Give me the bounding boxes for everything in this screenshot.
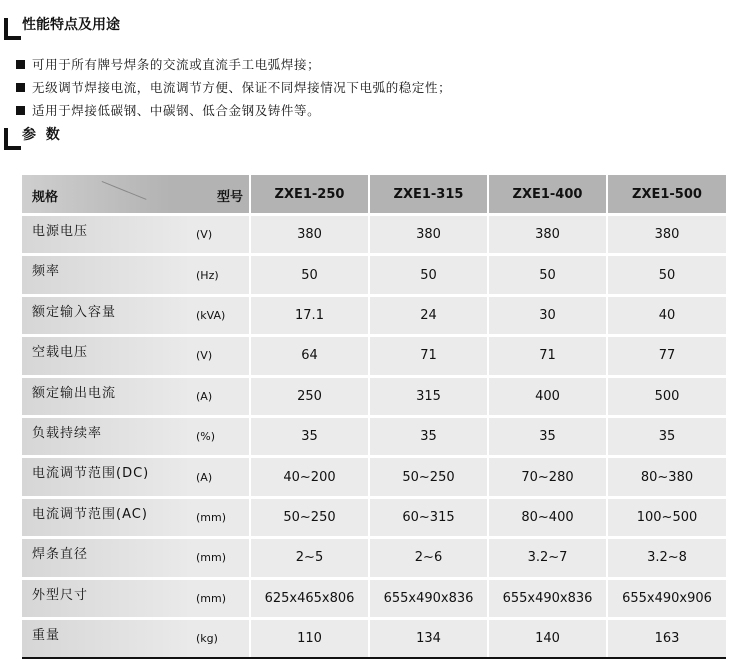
- row-value: 24: [369, 295, 488, 335]
- row-unit: (mm): [192, 578, 250, 618]
- square-bullet-icon: [16, 60, 25, 69]
- model-header: ZXE1-400: [488, 175, 607, 215]
- table-row: [22, 376, 726, 416]
- row-value: 380: [488, 215, 607, 255]
- row-value: 655x490x906: [607, 578, 726, 618]
- row-unit: (V): [192, 215, 250, 255]
- feature-text: 可用于所有牌号焊条的交流或直流手工电弧焊接；: [32, 57, 321, 72]
- row-value: 60~315: [369, 497, 488, 537]
- table-row: [22, 457, 726, 497]
- spec-table: [22, 175, 726, 659]
- row-label: 外型尺寸: [22, 578, 192, 618]
- row-value: 80~380: [607, 457, 726, 497]
- row-unit: (mm): [192, 497, 250, 537]
- row-value: 30: [488, 295, 607, 335]
- row-value: 71: [369, 336, 488, 376]
- row-unit: (kg): [192, 618, 250, 658]
- row-value: 315: [369, 376, 488, 416]
- row-value: 40~200: [250, 457, 369, 497]
- row-label: 额定输出电流: [22, 376, 192, 416]
- row-value: 655x490x836: [488, 578, 607, 618]
- row-value: 110: [250, 618, 369, 658]
- corner-label-model: 型号: [216, 190, 243, 205]
- table-row: [22, 578, 726, 618]
- table-corner-header: [22, 175, 250, 215]
- section-marker-icon: [4, 18, 8, 40]
- row-unit: (A): [192, 376, 250, 416]
- table-row: [22, 215, 726, 255]
- row-label: 电流调节范围(DC): [22, 457, 192, 497]
- feature-item: [16, 76, 451, 99]
- row-value: 380: [369, 215, 488, 255]
- corner-diagonal: [102, 181, 147, 200]
- row-unit: (V): [192, 336, 250, 376]
- row-unit: (A): [192, 457, 250, 497]
- row-unit: (mm): [192, 538, 250, 578]
- feature-item: [16, 99, 451, 122]
- feature-list: [16, 53, 451, 122]
- row-label: 重量: [22, 618, 192, 658]
- row-value: 500: [607, 376, 726, 416]
- table-row: [22, 416, 726, 456]
- row-value: 17.1: [250, 295, 369, 335]
- section-title-text: 性能特点及用途: [22, 17, 120, 33]
- section-marker-icon: [4, 128, 8, 150]
- row-value: 70~280: [488, 457, 607, 497]
- model-header: ZXE1-315: [369, 175, 488, 215]
- row-value: 380: [607, 215, 726, 255]
- row-value: 655x490x836: [369, 578, 488, 618]
- feature-item: [16, 53, 451, 76]
- row-value: 100~500: [607, 497, 726, 537]
- row-value: 380: [250, 215, 369, 255]
- model-header: ZXE1-250: [250, 175, 369, 215]
- row-label: 频率: [22, 255, 192, 295]
- row-value: 50: [607, 255, 726, 295]
- row-value: 35: [607, 416, 726, 456]
- table-row: [22, 538, 726, 578]
- table-row: [22, 336, 726, 376]
- row-value: 134: [369, 618, 488, 658]
- row-value: 50: [488, 255, 607, 295]
- table-row: [22, 295, 726, 335]
- row-value: 163: [607, 618, 726, 658]
- row-unit: (Hz): [192, 255, 250, 295]
- row-value: 35: [250, 416, 369, 456]
- row-value: 50~250: [369, 457, 488, 497]
- row-value: 400: [488, 376, 607, 416]
- row-value: 250: [250, 376, 369, 416]
- row-value: 140: [488, 618, 607, 658]
- feature-text: 适用于焊接低碳钢、中碳钢、低合金钢及铸件等。: [32, 103, 321, 118]
- square-bullet-icon: [16, 106, 25, 115]
- row-value: 3.2~7: [488, 538, 607, 578]
- row-value: 50~250: [250, 497, 369, 537]
- model-header: ZXE1-500: [607, 175, 726, 215]
- table-header-row: [22, 175, 726, 215]
- row-value: 2~5: [250, 538, 369, 578]
- table-row: [22, 255, 726, 295]
- feature-text: 无级调节焊接电流，电流调节方便、保证不同焊接情况下电弧的稳定性；: [32, 80, 452, 95]
- row-value: 3.2~8: [607, 538, 726, 578]
- row-value: 77: [607, 336, 726, 376]
- row-unit: (%): [192, 416, 250, 456]
- row-label: 焊条直径: [22, 538, 192, 578]
- row-label: 电流调节范围(AC): [22, 497, 192, 537]
- row-unit: (kVA): [192, 295, 250, 335]
- row-label: 负载持续率: [22, 416, 192, 456]
- corner-label-spec: 规格: [32, 190, 59, 205]
- row-label: 空载电压: [22, 336, 192, 376]
- table-row: [22, 497, 726, 537]
- row-value: 35: [369, 416, 488, 456]
- row-value: 64: [250, 336, 369, 376]
- row-value: 2~6: [369, 538, 488, 578]
- table-row: [22, 618, 726, 658]
- row-label: 电源电压: [22, 215, 192, 255]
- row-value: 625x465x806: [250, 578, 369, 618]
- row-value: 35: [488, 416, 607, 456]
- row-value: 50: [250, 255, 369, 295]
- row-value: 50: [369, 255, 488, 295]
- row-value: 40: [607, 295, 726, 335]
- row-value: 80~400: [488, 497, 607, 537]
- square-bullet-icon: [16, 83, 25, 92]
- row-value: 71: [488, 336, 607, 376]
- row-label: 额定输入容量: [22, 295, 192, 335]
- section-title-text: 参 数: [22, 127, 60, 143]
